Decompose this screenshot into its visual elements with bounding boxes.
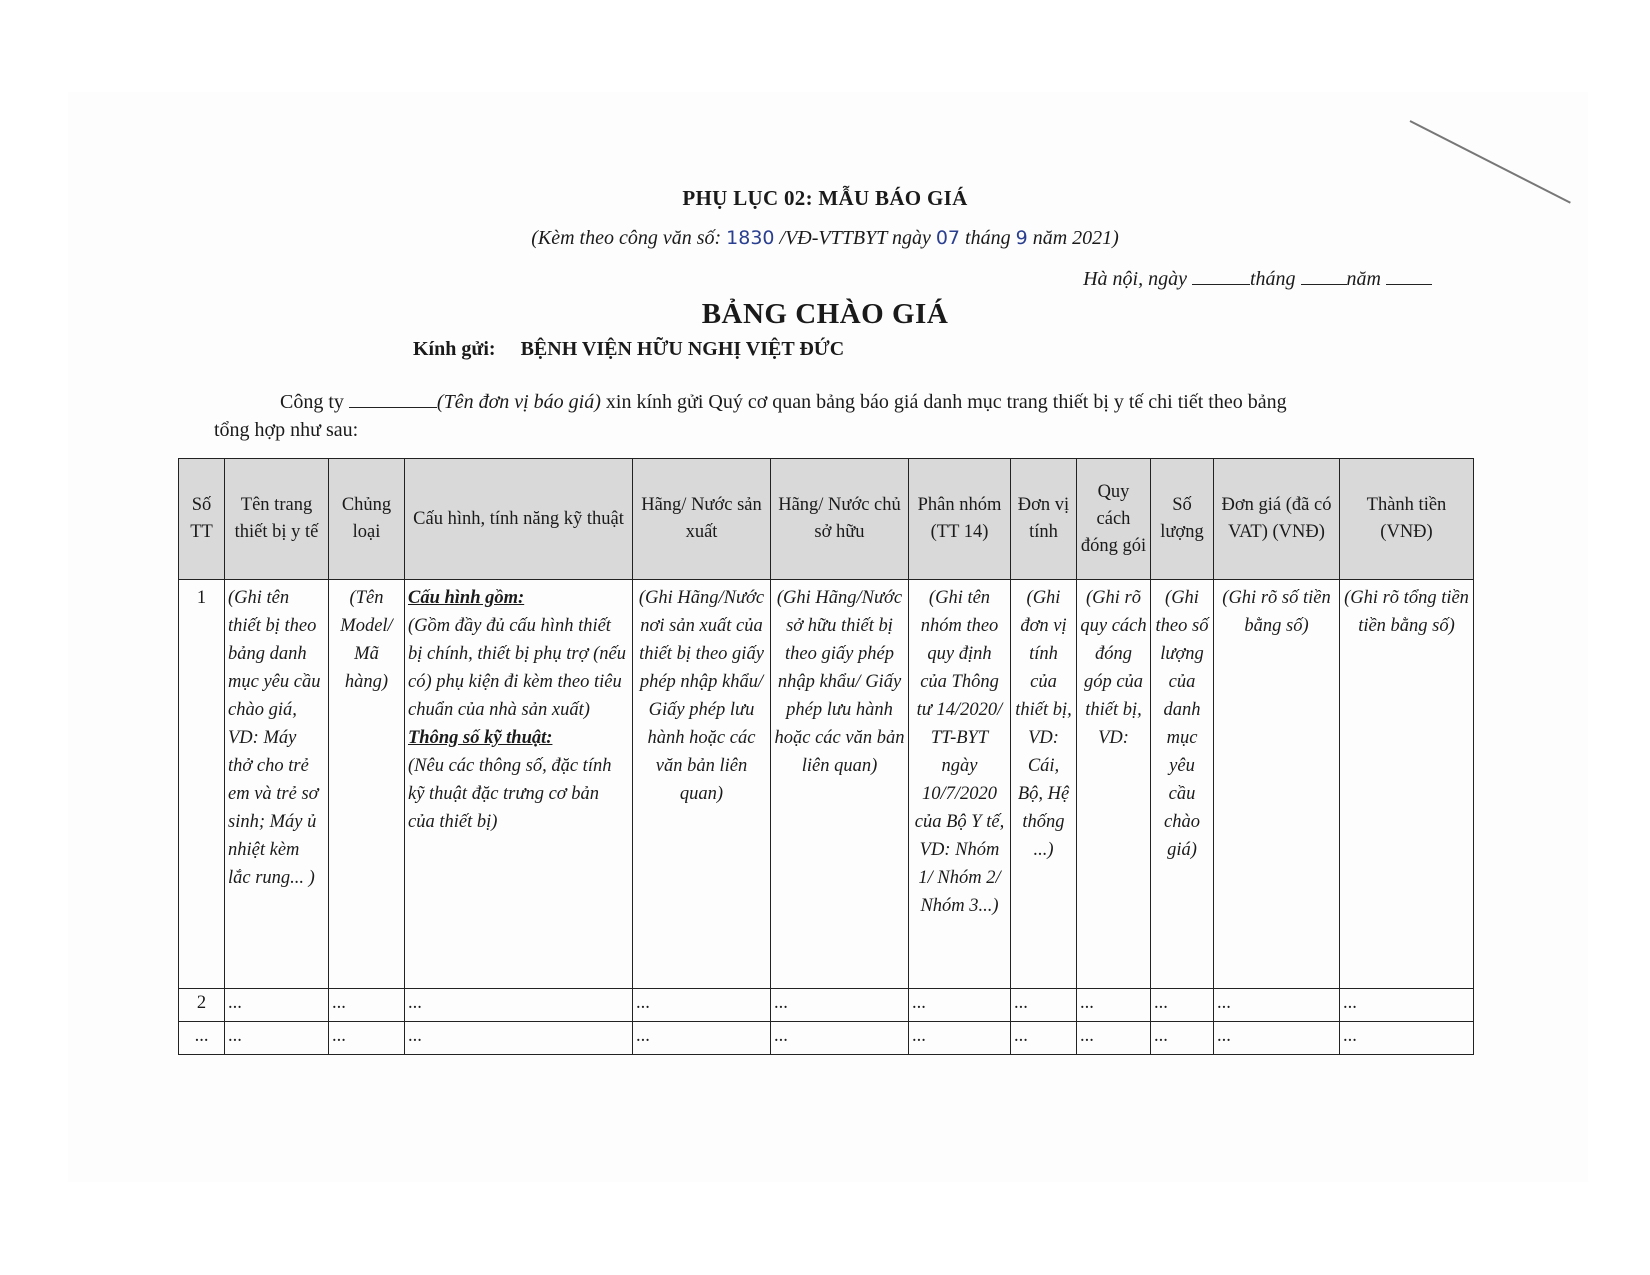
cell-total: ... bbox=[1340, 1022, 1474, 1055]
handwritten-doc-number: 1830 bbox=[726, 227, 775, 249]
date-year-label: năm bbox=[1346, 268, 1381, 290]
intro-paragraph bbox=[214, 388, 1444, 444]
cell-config: ... bbox=[405, 989, 633, 1022]
col-header-type: Chủng loại bbox=[329, 459, 405, 580]
subtitle-mid1: /VĐ-VTTBYT ngày bbox=[779, 227, 931, 249]
date-month-label: tháng bbox=[1249, 268, 1296, 290]
spec-heading: Thông số kỹ thuật: bbox=[408, 728, 553, 748]
recipient-org: BỆNH VIỆN HỮU NGHỊ VIỆT ĐỨC bbox=[520, 338, 845, 360]
company-label: Công ty bbox=[280, 391, 344, 413]
cell-manufacturer: ... bbox=[633, 1022, 771, 1055]
cell-unit: ... bbox=[1011, 1022, 1077, 1055]
day-blank bbox=[1192, 268, 1250, 285]
cell-manufacturer: (Ghi Hãng/Nước nơi sản xuất của thiết bị theo giấy phép nhập khẩu/ Giấy phép lưu hành hoặc các văn bản liên quan) bbox=[633, 580, 771, 989]
cell-packing: ... bbox=[1077, 989, 1151, 1022]
col-header-quantity: Số lượng bbox=[1151, 459, 1214, 580]
cell-packing: ... bbox=[1077, 1022, 1151, 1055]
cell-group: (Ghi tên nhóm theo quy định của Thông tư 14/2020/ TT-BYT ngày 10/7/2020 của Bộ Y tế, VD: Nhóm 1/ Nhóm 2/ Nhóm 3...) bbox=[909, 580, 1011, 989]
col-header-group: Phân nhóm (TT 14) bbox=[909, 459, 1011, 580]
cell-total: ... bbox=[1340, 989, 1474, 1022]
cell-name: (Ghi tên thiết bị theo bảng danh mục yêu cầu chào giá, VD: Máy thở cho trẻ em và trẻ sơ sinh; Máy ủ nhiệt kèm lắc rung... ) bbox=[225, 580, 329, 989]
col-header-unit-price: Đơn giá (đã có VAT) (VNĐ) bbox=[1214, 459, 1340, 580]
cell-unit-price: (Ghi rõ số tiền bằng số) bbox=[1214, 580, 1340, 989]
page-title: BẢNG CHÀO GIÁ bbox=[701, 298, 949, 330]
col-header-packing: Quy cách đóng gói bbox=[1077, 459, 1151, 580]
table-row bbox=[179, 580, 1474, 989]
cell-unit: (Ghi đơn vị tính của thiết bị, VD: Cái, Bộ, Hệ thống ...) bbox=[1011, 580, 1077, 989]
cell-manufacturer: ... bbox=[633, 989, 771, 1022]
month-blank bbox=[1301, 268, 1347, 285]
recipient bbox=[413, 338, 844, 361]
cell-total: (Ghi rõ tổng tiền tiền bằng số) bbox=[1340, 580, 1474, 989]
cell-packing: (Ghi rõ quy cách đóng góp của thiết bị, VD: bbox=[1077, 580, 1151, 989]
subtitle-suffix: năm 2021) bbox=[1032, 227, 1119, 249]
recipient-label: Kính gửi: bbox=[413, 338, 496, 360]
cell-name: ... bbox=[225, 989, 329, 1022]
cell-unit-price: ... bbox=[1214, 1022, 1340, 1055]
col-header-stt: Số TT bbox=[179, 459, 225, 580]
spec-text: (Nêu các thông số, đặc tính kỹ thuật đặc trưng cơ bản của thiết bị) bbox=[408, 756, 612, 832]
cell-owner: ... bbox=[771, 989, 909, 1022]
col-header-total: Thành tiền (VNĐ) bbox=[1340, 459, 1474, 580]
appendix-title: PHỤ LỤC 02: MẪU BÁO GIÁ bbox=[682, 186, 968, 210]
col-header-config: Cấu hình, tính năng kỹ thuật bbox=[405, 459, 633, 580]
col-header-manufacturer: Hãng/ Nước sản xuất bbox=[633, 459, 771, 580]
cell-group: ... bbox=[909, 1022, 1011, 1055]
quote-table bbox=[178, 458, 1474, 1055]
cell-quantity: (Ghi theo số lượng của danh mục yêu cầu chào giá) bbox=[1151, 580, 1214, 989]
cell-owner: (Ghi Hãng/Nước sở hữu thiết bị theo giấy phép nhập khẩu/ Giấy phép lưu hành hoặc các văn bản liên quan) bbox=[771, 580, 909, 989]
handwritten-doc-day: 07 bbox=[935, 227, 961, 249]
date-line bbox=[1083, 268, 1432, 291]
config-heading: Cấu hình gồm: bbox=[408, 588, 525, 608]
col-header-name: Tên trang thiết bị y tế bbox=[225, 459, 329, 580]
col-header-owner: Hãng/ Nước chủ sở hữu bbox=[771, 459, 909, 580]
cell-name: ... bbox=[225, 1022, 329, 1055]
year-blank bbox=[1386, 268, 1432, 285]
cell-quantity: ... bbox=[1151, 1022, 1214, 1055]
intro-text-line1: xin kính gửi Quý cơ quan bảng báo giá danh mục trang thiết bị y tế chi tiết theo bảng bbox=[605, 391, 1287, 413]
config-text: (Gồm đầy đủ cấu hình thiết bị chính, thiết bị phụ trợ (nếu có) phụ kiện đi kèm theo tiêu chuẩn của nhà sản xuất) bbox=[408, 616, 626, 720]
date-place: Hà nội, ngày bbox=[1083, 268, 1187, 290]
cell-stt: ... bbox=[179, 1022, 225, 1055]
table-row bbox=[179, 1022, 1474, 1055]
cell-type: ... bbox=[329, 989, 405, 1022]
col-header-unit: Đơn vị tính bbox=[1011, 459, 1077, 580]
cell-config: ... bbox=[405, 1022, 633, 1055]
cell-config bbox=[405, 580, 633, 989]
cell-owner: ... bbox=[771, 1022, 909, 1055]
cell-unit: ... bbox=[1011, 989, 1077, 1022]
subtitle-prefix: (Kèm theo công văn số: bbox=[531, 227, 722, 249]
intro-text-line2: tổng hợp như sau: bbox=[214, 419, 359, 441]
cell-stt: 2 bbox=[179, 989, 225, 1022]
cell-type: ... bbox=[329, 1022, 405, 1055]
table-row bbox=[179, 989, 1474, 1022]
unit-placeholder: (Tên đơn vị báo giá) bbox=[436, 391, 601, 413]
company-blank bbox=[349, 391, 437, 408]
handwritten-doc-month: 9 bbox=[1015, 227, 1028, 249]
cell-unit-price: ... bbox=[1214, 989, 1340, 1022]
cell-type: (Tên Model/ Mã hàng) bbox=[329, 580, 405, 989]
cell-group: ... bbox=[909, 989, 1011, 1022]
table-header-row bbox=[179, 459, 1474, 580]
cell-stt: 1 bbox=[179, 580, 225, 989]
cell-quantity: ... bbox=[1151, 989, 1214, 1022]
subtitle-mid2: tháng bbox=[965, 227, 1011, 249]
appendix-subtitle bbox=[0, 227, 1650, 250]
